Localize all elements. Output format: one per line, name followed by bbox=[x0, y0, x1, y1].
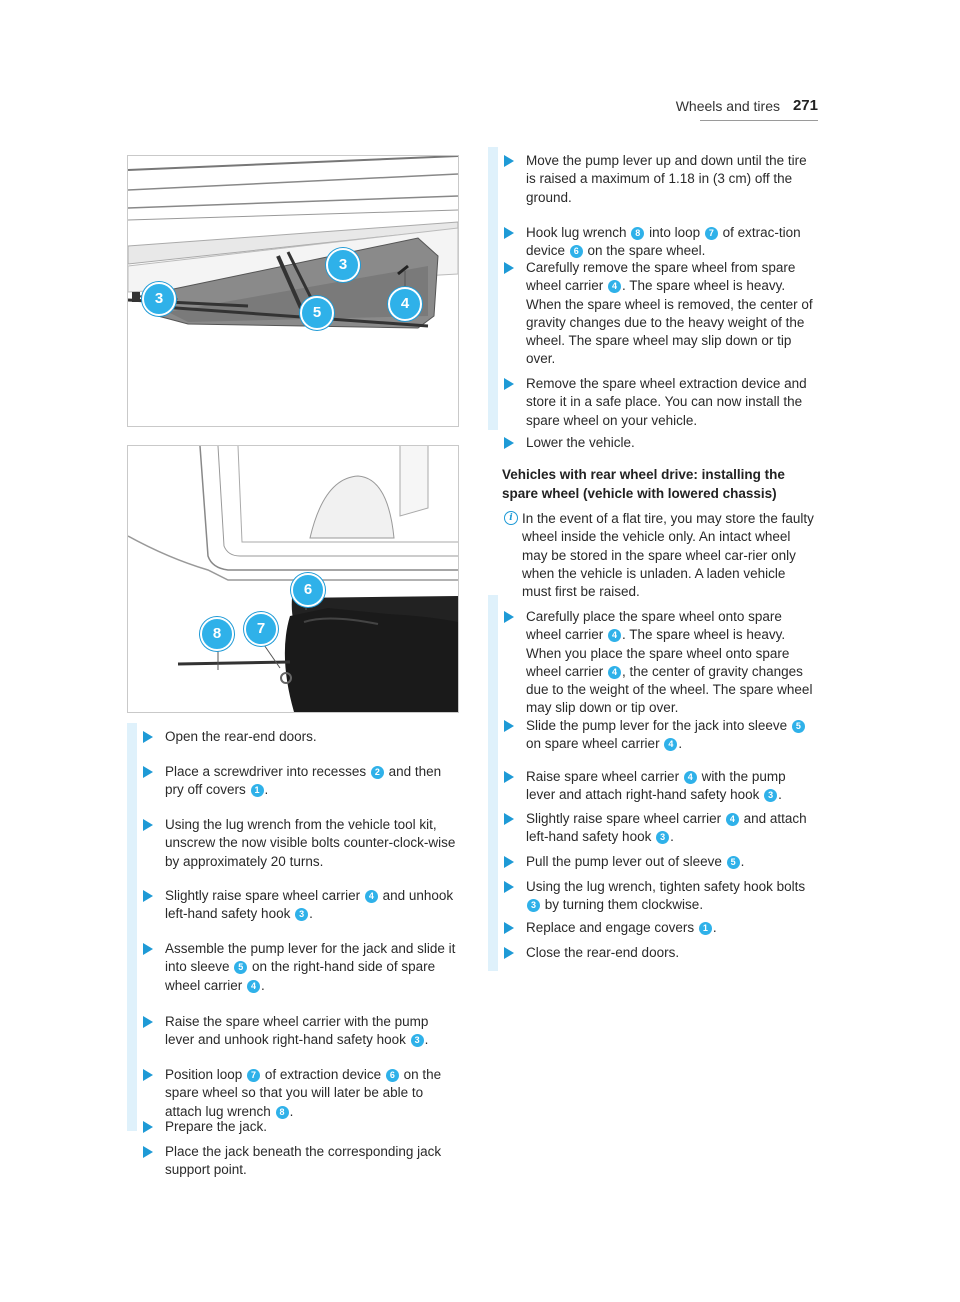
callout-number: 3 bbox=[764, 789, 777, 802]
step-text-fragment: Slide the pump lever for the jack into sleeve bbox=[526, 718, 791, 733]
figure-2-illustration bbox=[128, 446, 458, 712]
step-bar bbox=[488, 595, 498, 971]
header-rule bbox=[700, 120, 818, 121]
step-text-fragment: and attach left-hand safety hook bbox=[526, 811, 807, 845]
step-bar bbox=[488, 147, 498, 430]
step-text-fragment: Place a screwdriver into recesses bbox=[165, 764, 370, 779]
step-arrow-icon bbox=[143, 890, 153, 902]
step-arrow-icon bbox=[143, 1069, 153, 1081]
callout-number: 8 bbox=[631, 227, 644, 240]
step-text-fragment: Position loop bbox=[165, 1067, 247, 1082]
step-arrow-icon bbox=[143, 1016, 153, 1028]
step-arrow-icon bbox=[504, 881, 514, 893]
step-text-fragment: Remove the spare wheel extraction device and store it in a safe place. You can now install the spare wheel on your vehicle. bbox=[526, 376, 807, 428]
step-text bbox=[165, 940, 459, 995]
step-text-fragment: Replace and engage covers bbox=[526, 920, 698, 935]
step-text-fragment: Carefully remove the spare wheel from spare wheel carrier bbox=[526, 260, 796, 294]
callout-number: 1 bbox=[251, 784, 264, 797]
step-text-fragment: . bbox=[670, 829, 674, 845]
step-text-fragment: with the pump lever and attach right-hand safety hook bbox=[526, 769, 786, 803]
step-text bbox=[165, 763, 459, 800]
callout-4: 4 bbox=[388, 287, 422, 321]
step-text-fragment: on the spare wheel. bbox=[583, 243, 706, 259]
note-text: In the event of a flat tire, you may store the faulty wheel inside the vehicle only. An intact wheel may be stored in the spare wheel car-rier only when the vehicle is unladen. A laden vehicle must first be raised. bbox=[522, 511, 814, 600]
step-text bbox=[165, 1013, 459, 1050]
callout-number: 5 bbox=[727, 856, 740, 869]
callout-number: 3 bbox=[411, 1034, 424, 1047]
callout-number: 3 bbox=[527, 899, 540, 912]
section-title: Wheels and tires bbox=[675, 98, 780, 114]
callout-number: 1 bbox=[699, 922, 712, 935]
step-arrow-icon bbox=[504, 262, 514, 274]
callout-number: 4 bbox=[608, 666, 621, 679]
step-text-fragment: and then pry off covers bbox=[165, 764, 442, 798]
step-text bbox=[526, 810, 818, 847]
callout-number: 4 bbox=[608, 629, 621, 642]
callout-3-left: 3 bbox=[142, 282, 176, 316]
step-arrow-icon bbox=[504, 155, 514, 167]
page-number: 271 bbox=[792, 97, 818, 114]
info-icon: i bbox=[504, 511, 518, 525]
step-text-fragment: into loop bbox=[645, 225, 704, 240]
step-arrow-icon bbox=[143, 766, 153, 778]
callout-5: 5 bbox=[300, 296, 334, 330]
step-bar bbox=[127, 723, 137, 1131]
step-arrow-icon bbox=[504, 922, 514, 934]
step-text-fragment: Move the pump lever up and down until the tire is raised a maximum of 1.18 in (3 cm) off the ground. bbox=[526, 153, 807, 205]
step-arrow-icon bbox=[504, 378, 514, 390]
step-arrow-icon bbox=[143, 731, 153, 743]
step-arrow-icon bbox=[143, 1121, 153, 1133]
step-arrow-icon bbox=[504, 611, 514, 623]
step-text bbox=[165, 1066, 459, 1121]
page-header bbox=[675, 96, 818, 120]
step-text-fragment: . The spare wheel is heavy. When you place the spare wheel onto spare wheel carrier bbox=[526, 627, 790, 679]
step-text-fragment: . bbox=[309, 906, 313, 922]
step-text bbox=[526, 944, 818, 962]
step-text-fragment: Assemble the pump lever for the jack and slide it into sleeve bbox=[165, 941, 456, 975]
step-text bbox=[526, 878, 818, 915]
callout-number: 8 bbox=[276, 1106, 289, 1119]
callout-number: 3 bbox=[656, 831, 669, 844]
step-text-fragment: Raise the spare wheel carrier with the pump lever and unhook right-hand safety hook bbox=[165, 1014, 429, 1048]
step-text-fragment: Using the lug wrench from the vehicle tool kit, unscrew the now visible bolts counter-clock-wise by approximately 20 turns. bbox=[165, 817, 456, 869]
callout-number: 4 bbox=[608, 280, 621, 293]
step-text bbox=[165, 887, 459, 924]
step-text-fragment: Slightly raise spare wheel carrier bbox=[526, 811, 725, 826]
step-text-fragment: on the right-hand side of spare wheel carrier bbox=[165, 959, 436, 993]
callout-number: 6 bbox=[570, 245, 583, 258]
step-text bbox=[526, 608, 818, 718]
left-instructions bbox=[127, 723, 459, 1178]
step-text-fragment: . The spare wheel is heavy. When the spare wheel is removed, the center of gravity changes due to the heavy weight of the wheel. The spare wheel may slip down or tip over. bbox=[526, 278, 813, 367]
step-text-fragment: Carefully place the spare wheel onto spare wheel carrier bbox=[526, 609, 782, 643]
step-text-fragment: Raise spare wheel carrier bbox=[526, 769, 683, 784]
step-text-fragment: of extraction device bbox=[261, 1067, 385, 1082]
callout-number: 4 bbox=[247, 980, 260, 993]
step-text-fragment: by turning them clockwise. bbox=[541, 897, 704, 913]
step-text-fragment: Close the rear-end doors. bbox=[526, 945, 680, 960]
step-text-fragment: on the spare wheel so that you will later be able to attach lug wrench bbox=[165, 1067, 442, 1119]
step-text-fragment: on spare wheel carrier bbox=[526, 736, 664, 752]
callout-number: 4 bbox=[664, 738, 677, 751]
step-text-fragment: Place the jack beneath the corresponding jack support point. bbox=[165, 1144, 442, 1178]
step-text-fragment: . bbox=[289, 1103, 294, 1119]
callout-number: 2 bbox=[371, 766, 384, 779]
callout-number: 4 bbox=[726, 813, 739, 826]
callout-number: 5 bbox=[792, 720, 805, 733]
callout-number: 7 bbox=[247, 1069, 260, 1082]
step-text-fragment: . bbox=[740, 854, 745, 869]
step-arrow-icon bbox=[504, 437, 514, 449]
step-text-fragment: . bbox=[712, 920, 717, 935]
step-text bbox=[526, 224, 818, 261]
step-text-fragment: Open the rear-end doors. bbox=[165, 729, 317, 744]
step-arrow-icon bbox=[143, 1146, 153, 1158]
step-arrow-icon bbox=[504, 227, 514, 239]
section-subheading: Vehicles with rear wheel drive: installing the spare wheel (vehicle with lowered chassis) bbox=[502, 467, 785, 501]
step-arrow-icon bbox=[504, 947, 514, 959]
step-text-fragment: Hook lug wrench bbox=[526, 225, 631, 240]
step-text-fragment: . bbox=[778, 787, 782, 803]
figure-extraction-device bbox=[127, 445, 459, 713]
step-text bbox=[526, 152, 818, 207]
step-text-fragment: . bbox=[424, 1032, 429, 1048]
right-instructions bbox=[488, 147, 818, 971]
step-text bbox=[165, 1143, 459, 1180]
step-text-fragment: and unhook left-hand safety hook bbox=[165, 888, 454, 922]
callout-number: 3 bbox=[295, 908, 308, 921]
step-text bbox=[526, 717, 818, 754]
callout-number: 5 bbox=[234, 961, 247, 974]
step-text-fragment: Slightly raise spare wheel carrier bbox=[165, 888, 364, 903]
callout-number: 4 bbox=[365, 890, 378, 903]
step-text-fragment: . bbox=[261, 977, 265, 993]
callout-number: 4 bbox=[684, 771, 697, 784]
step-text bbox=[526, 434, 818, 452]
step-arrow-icon bbox=[504, 720, 514, 732]
step-arrow-icon bbox=[143, 943, 153, 955]
step-text-fragment: of extrac-tion device bbox=[526, 225, 801, 259]
step-text-fragment: Using the lug wrench, tighten safety hook bolts bbox=[526, 879, 806, 894]
step-text-fragment: . bbox=[678, 736, 683, 752]
step-text bbox=[526, 768, 818, 805]
step-text bbox=[165, 1118, 459, 1136]
step-text bbox=[165, 728, 459, 746]
step-text-fragment: , the center of gravity changes due to the weight of the wheel. The spare wheel may slip down or tip over. bbox=[526, 663, 813, 716]
step-arrow-icon bbox=[504, 813, 514, 825]
callout-3-upper: 3 bbox=[326, 248, 360, 282]
figure-spare-wheel-carrier bbox=[127, 155, 459, 427]
step-text-fragment: . bbox=[264, 782, 269, 798]
step-text bbox=[526, 853, 818, 871]
callout-7: 7 bbox=[244, 612, 278, 646]
step-text-fragment: Prepare the jack. bbox=[165, 1119, 268, 1134]
step-arrow-icon bbox=[504, 771, 514, 783]
step-text bbox=[526, 375, 818, 430]
step-text-fragment: Pull the pump lever out of sleeve bbox=[526, 854, 726, 869]
step-arrow-icon bbox=[143, 819, 153, 831]
callout-6: 6 bbox=[291, 573, 325, 607]
step-text bbox=[526, 919, 818, 937]
step-text bbox=[165, 816, 459, 871]
step-text bbox=[526, 259, 818, 369]
callout-number: 7 bbox=[705, 227, 718, 240]
step-arrow-icon bbox=[504, 856, 514, 868]
callout-number: 6 bbox=[386, 1069, 399, 1082]
step-text-fragment: Lower the vehicle. bbox=[526, 435, 635, 450]
callout-8: 8 bbox=[200, 617, 234, 651]
